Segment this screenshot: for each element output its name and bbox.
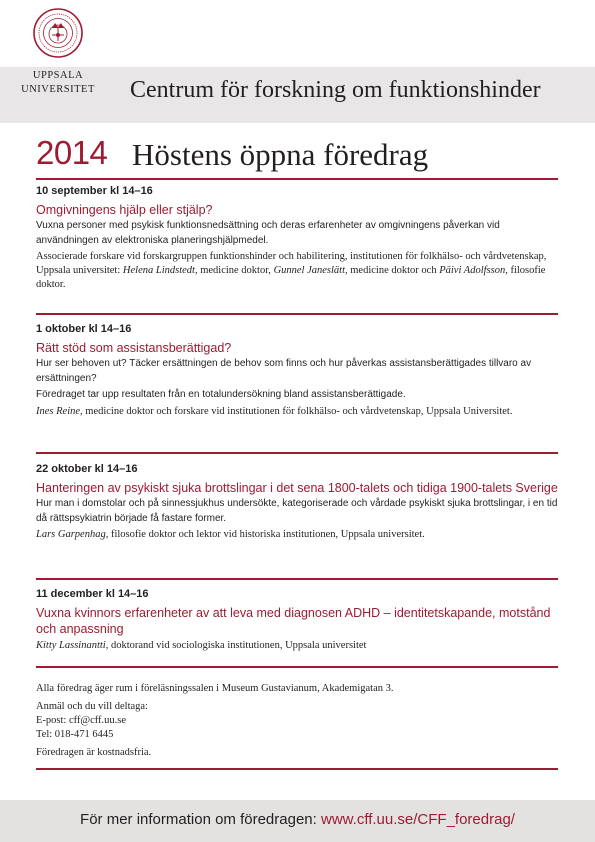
university-name-line2: UNIVERSITET <box>21 84 95 95</box>
email-link[interactable]: E-post: cff@cff.uu.se <box>36 715 127 726</box>
lecture-title: Vuxna kvinnors erfarenheter av att leva med diagnosen ADHD – identitetskapande, motstånd och anpassning <box>36 606 551 636</box>
speaker-name: Kitty Lassinantti, <box>36 640 109 651</box>
university-name <box>18 69 98 97</box>
program-heading: Höstens öppna föredrag <box>132 137 429 172</box>
divider <box>36 768 558 770</box>
divider <box>36 178 558 180</box>
speaker-role: doktorand vid sociologiska institutionen, Uppsala universitet <box>110 640 367 651</box>
university-name-line1: UPPSALA <box>32 70 84 81</box>
divider <box>36 313 558 315</box>
lecture-description: Hur man i domstolar och på sinnessjukhus undersökte, kategoriserade och vårdade psykiskt sjuka brottslingar, i en tid då rättspsykiatrin började få fastare former. <box>36 498 558 524</box>
lecture-2 <box>36 322 561 419</box>
program-year: 2014 <box>36 134 108 171</box>
lecture-speakers <box>36 528 561 542</box>
divider <box>36 452 558 454</box>
practical-info <box>36 682 556 760</box>
lecture-date: 22 oktober kl 14–16 <box>36 463 138 475</box>
lecture-4 <box>36 587 561 653</box>
location-text: Alla föredrag äger rum i föreläsningssalen i Museum Gustavianum, Akademigatan 3. <box>36 683 394 694</box>
speaker-role: medicine doktor, <box>200 265 271 276</box>
lecture-speakers <box>36 639 561 653</box>
divider <box>36 666 558 668</box>
speaker-name: Ines Reine, <box>36 405 83 417</box>
university-seal-icon <box>33 8 83 58</box>
speaker-role: medicine doktor och <box>350 265 437 276</box>
free-text: Föredragen är kostnadsfria. <box>36 747 152 758</box>
lecture-3 <box>36 462 561 542</box>
lecture-description: Hur ser behoven ut? Täcker ersättningen de behov som finns och hur påverkas assistansberättigades tillvaro av ersättningen? <box>36 358 532 384</box>
lecture-date: 10 september kl 14–16 <box>36 185 153 197</box>
lecture-date: 1 oktober kl 14–16 <box>36 323 132 335</box>
lecture-title: Omgivningens hjälp eller stjälp? <box>36 203 213 217</box>
speaker-intro: Associerade forskare vid forskargruppen funktionshinder och habilitering, institutionen för folkhälso- och vårdvetenskap, Uppsala universitet: <box>36 251 547 276</box>
lecture-speakers <box>36 250 561 292</box>
speaker-role: medicine doktor och forskare vid institutionen för folkhälso- och vårdvetenskap, Uppsala Universitet. <box>85 405 513 417</box>
more-info-link[interactable]: www.cff.uu.se/CFF_foredrag/ <box>320 811 515 828</box>
speaker-name: Lars Garpenhag, <box>36 529 109 540</box>
lecture-description: Vuxna personer med psykisk funktionsnedsättning och deras erfarenheter av omgivningens påverkan vid användningen av elektroniska planeringshjälpmedel. <box>36 220 500 246</box>
lecture-1 <box>36 184 561 292</box>
speaker-role: filosofie doktor. <box>36 265 546 290</box>
lecture-title: Rätt stöd som assistansberättigad? <box>36 341 232 355</box>
lecture-description-2: Föredraget tar upp resultaten från en totalundersökning bland assistansberättigade. <box>36 389 406 400</box>
more-info-text: För mer information om föredragen: <box>80 811 317 828</box>
divider <box>36 578 558 580</box>
speaker-name: Gunnel Janeslätt, <box>273 265 348 276</box>
center-title: Centrum för forskning om funktionshinder <box>130 77 541 103</box>
speaker-name: Päivi Adolfsson, <box>439 265 508 276</box>
lecture-title: Hanteringen av psykiskt sjuka brottslingar i det sena 1800-talets och tidiga 1900-talets Sverige <box>36 481 558 495</box>
lecture-speakers <box>36 405 561 419</box>
signup-text: Anmäl och du vill deltaga: <box>36 701 148 712</box>
speaker-name: Helena Lindstedt, <box>122 265 198 276</box>
lecture-date: 11 december kl 14–16 <box>36 588 149 600</box>
more-info <box>0 811 595 828</box>
phone-text: Tel: 018-471 6445 <box>36 729 114 740</box>
speaker-role: filosofie doktor och lektor vid historiska institutionen, Uppsala universitet. <box>110 529 425 540</box>
